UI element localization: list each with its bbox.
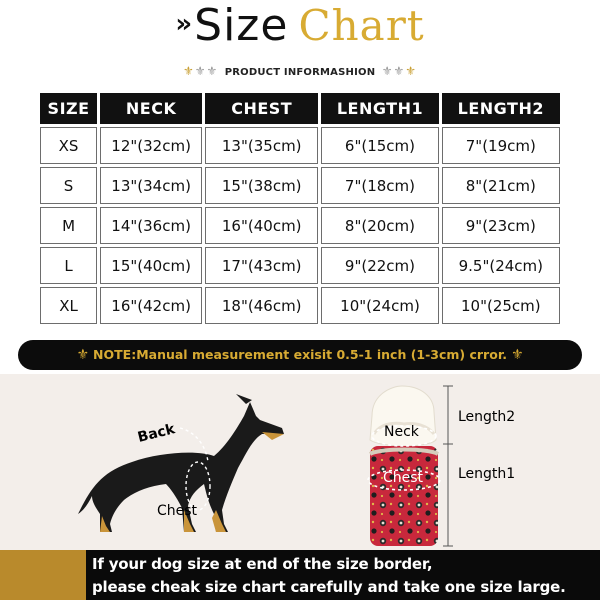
illustration-svg	[0, 374, 600, 550]
table-row	[40, 287, 560, 324]
cell-size: XL	[40, 287, 97, 324]
cell-length2: 9"(23cm)	[442, 207, 560, 244]
cell-chest: 17"(43cm)	[205, 247, 318, 284]
cell-size: S	[40, 167, 97, 204]
cell-neck: 16"(42cm)	[100, 287, 202, 324]
cell-neck: 13"(34cm)	[100, 167, 202, 204]
dog-coat-product	[368, 386, 440, 546]
fleur-de-lis-ornament-left: ⚜⚜⚜	[182, 64, 219, 78]
cell-chest: 16"(40cm)	[205, 207, 318, 244]
table-row	[40, 207, 560, 244]
title-word-chart: Chart	[298, 1, 425, 50]
cell-length2: 10"(25cm)	[442, 287, 560, 324]
size-tip-bar	[0, 550, 600, 600]
cell-length2: 7"(19cm)	[442, 127, 560, 164]
column-header-size: SIZE	[40, 93, 97, 124]
cell-length1: 7"(18cm)	[321, 167, 438, 204]
tip-accent-block	[0, 550, 86, 600]
table-header-row	[40, 93, 560, 124]
dog-label-chest: Chest	[157, 503, 198, 519]
table-row	[40, 247, 560, 284]
double-arrow-icon: »	[175, 9, 189, 39]
table-row	[40, 127, 560, 164]
length-indicator-lines	[443, 386, 453, 546]
cell-neck: 12"(32cm)	[100, 127, 202, 164]
fleur-de-lis-icon: ⚜	[76, 347, 90, 363]
coat-label-chest: Chest	[383, 470, 424, 486]
cell-chest: 18"(46cm)	[205, 287, 318, 324]
column-header-length1: LENGTH1	[321, 93, 438, 124]
column-header-length2: LENGTH2	[442, 93, 560, 124]
cell-neck: 14"(36cm)	[100, 207, 202, 244]
coat-label-length2: Length2	[458, 409, 516, 425]
tip-line-2: please cheak size chart carefully and take one size large.	[92, 578, 566, 596]
coat-label-neck: Neck	[384, 424, 419, 440]
cell-size: XS	[40, 127, 97, 164]
cell-size: M	[40, 207, 97, 244]
cell-length1: 9"(22cm)	[321, 247, 438, 284]
title-word-size: Size	[194, 0, 289, 51]
subtitle-row	[0, 62, 600, 80]
size-table	[37, 90, 563, 327]
tip-line-1: If your dog size at end of the size border,	[92, 555, 433, 573]
coat-label-length1: Length1	[458, 466, 516, 482]
cell-length2: 9.5"(24cm)	[442, 247, 560, 284]
cell-chest: 13"(35cm)	[205, 127, 318, 164]
cell-length1: 10"(24cm)	[321, 287, 438, 324]
table-row	[40, 167, 560, 204]
page-title	[0, 0, 600, 56]
cell-length1: 8"(20cm)	[321, 207, 438, 244]
dog-label-back: Back	[136, 421, 177, 446]
cell-chest: 15"(38cm)	[205, 167, 318, 204]
measurement-note-bar	[18, 340, 582, 370]
cell-neck: 15"(40cm)	[100, 247, 202, 284]
fleur-de-lis-icon: ⚜	[510, 347, 524, 363]
column-header-chest: CHEST	[205, 93, 318, 124]
cell-length1: 6"(15cm)	[321, 127, 438, 164]
column-header-neck: NECK	[100, 93, 202, 124]
fleur-de-lis-ornament-right: ⚜⚜⚜	[381, 64, 418, 78]
cell-length2: 8"(21cm)	[442, 167, 560, 204]
cell-size: L	[40, 247, 97, 284]
measurement-note-text: NOTE:Manual measurement exisit 0.5-1 inch (1-3cm) crror.	[93, 347, 507, 362]
product-info-subtitle: PRODUCT INFORMASHION	[224, 67, 376, 78]
measurement-illustration	[0, 374, 600, 550]
